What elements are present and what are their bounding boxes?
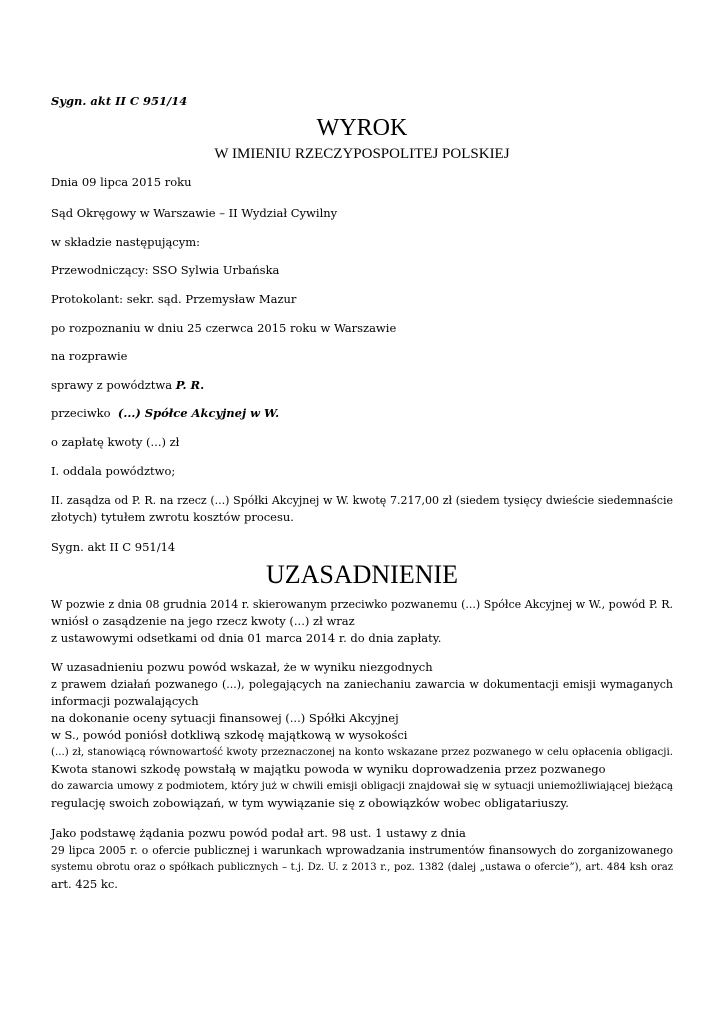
ruling-point-2-line-2: złotych) tytułem zwrotu kosztów procesu.	[51, 510, 294, 524]
case-defendant-line	[51, 406, 279, 421]
ruling-point-1: I. oddala powództwo;	[51, 464, 176, 478]
case-subject: o zapłatę kwoty (...) zł	[51, 435, 180, 449]
para2-line: w S., powód poniósł dotkliwą szkodę majątkową w wysokości	[51, 728, 408, 742]
para3-line: art. 425 kc.	[51, 877, 118, 891]
para2-line: W uzasadnieniu pozwu powód wskazał, że w wyniku niezgodnych	[51, 660, 433, 674]
defendant-name: (...) Spółce Akcyjnej w W.	[117, 406, 280, 420]
against-prefix: przeciwko	[51, 406, 111, 420]
court-clerk: Protokolant: sekr. sąd. Przemysław Mazur	[51, 292, 297, 306]
para2-line: na dokonanie oceny sytuacji finansowej (...) Spółki Akcyjnej	[51, 711, 399, 725]
ruling-point-2-line-1: II. zasądza od P. R. na rzecz (...) Spółki Akcyjnej w W. kwotę 7.217,00 zł (siedem tysięcy dwieście siedemnaście	[51, 494, 673, 507]
para2-line: regulację swoich zobowiązań, w tym wywiązanie się z obowiązków wobec obligatariuszy.	[51, 796, 569, 810]
para3-line: systemu obrotu oraz o spółkach publicznych – t.j. Dz. U. z 2013 r., poz. 1382 (dalej „ustawa o ofercie”), art. 484 ksh oraz	[51, 862, 673, 873]
presiding-judge: Przewodniczący: SSO Sylwia Urbańska	[51, 263, 280, 277]
composition-label: w składzie następującym:	[51, 235, 201, 249]
justification-title: UZASADNIENIE	[265, 560, 459, 589]
case-number-justification: Sygn. akt II C 951/14	[51, 540, 176, 554]
para2-line: Kwota stanowi szkodę powstałą w majątku powoda w wyniku doprowadzenia przez pozwanego	[51, 762, 606, 776]
verdict-subtitle: W IMIENIU RZECZYPOSPOLITEJ POLSKIEJ	[214, 146, 510, 162]
para1-line: W pozwie z dnia 08 grudnia 2014 r. skierowanym przeciwko pozwanemu (...) Spółce Akcyjnej w W., powód P. R.	[51, 598, 673, 611]
hearing-info: po rozpoznaniu w dniu 25 czerwca 2015 roku w Warszawie	[51, 321, 397, 335]
case-plaintiff-line	[51, 378, 204, 393]
court-name: Sąd Okręgowy w Warszawie – II Wydział Cywilny	[51, 206, 338, 220]
verdict-date: Dnia 09 lipca 2015 roku	[51, 175, 192, 189]
para1-line: wniósł o zasądzenie na jego rzecz kwoty (...) zł wraz	[51, 614, 355, 628]
para2-line: informacji pozwalających	[51, 694, 199, 708]
para2-line: (...) zł, stanowiącą równowartość kwoty przeznaczonej na konto wskazane przez pozwanego w celu opłacenia obligacji.	[51, 746, 673, 758]
para1-line: z ustawowymi odsetkami od dnia 01 marca 2014 r. do dnia zapłaty.	[51, 631, 442, 645]
case-number-top: Sygn. akt II C 951/14	[51, 94, 188, 108]
verdict-title: WYROK	[316, 115, 408, 141]
para2-line: do zawarcia umowy z podmiotem, który już w chwili emisji obligacji znajdował się w sytuacji uniemożliwiającej bieżącą	[51, 780, 673, 792]
case-prefix: sprawy z powództwa	[51, 378, 173, 392]
hearing-type: na rozprawie	[51, 349, 128, 363]
plaintiff-name: P. R.	[175, 378, 205, 392]
para3-line: 29 lipca 2005 r. o ofercie publicznej i warunkach wprowadzania instrumentów finansowych do zorganizowanego	[51, 844, 673, 857]
para2-line: z prawem działań pozwanego (...), polegających na zaniechaniu zawarcia w dokumentacji emisji wymaganych	[51, 678, 673, 691]
para3-line: Jako podstawę żądania pozwu powód podał art. 98 ust. 1 ustawy z dnia	[51, 826, 466, 840]
